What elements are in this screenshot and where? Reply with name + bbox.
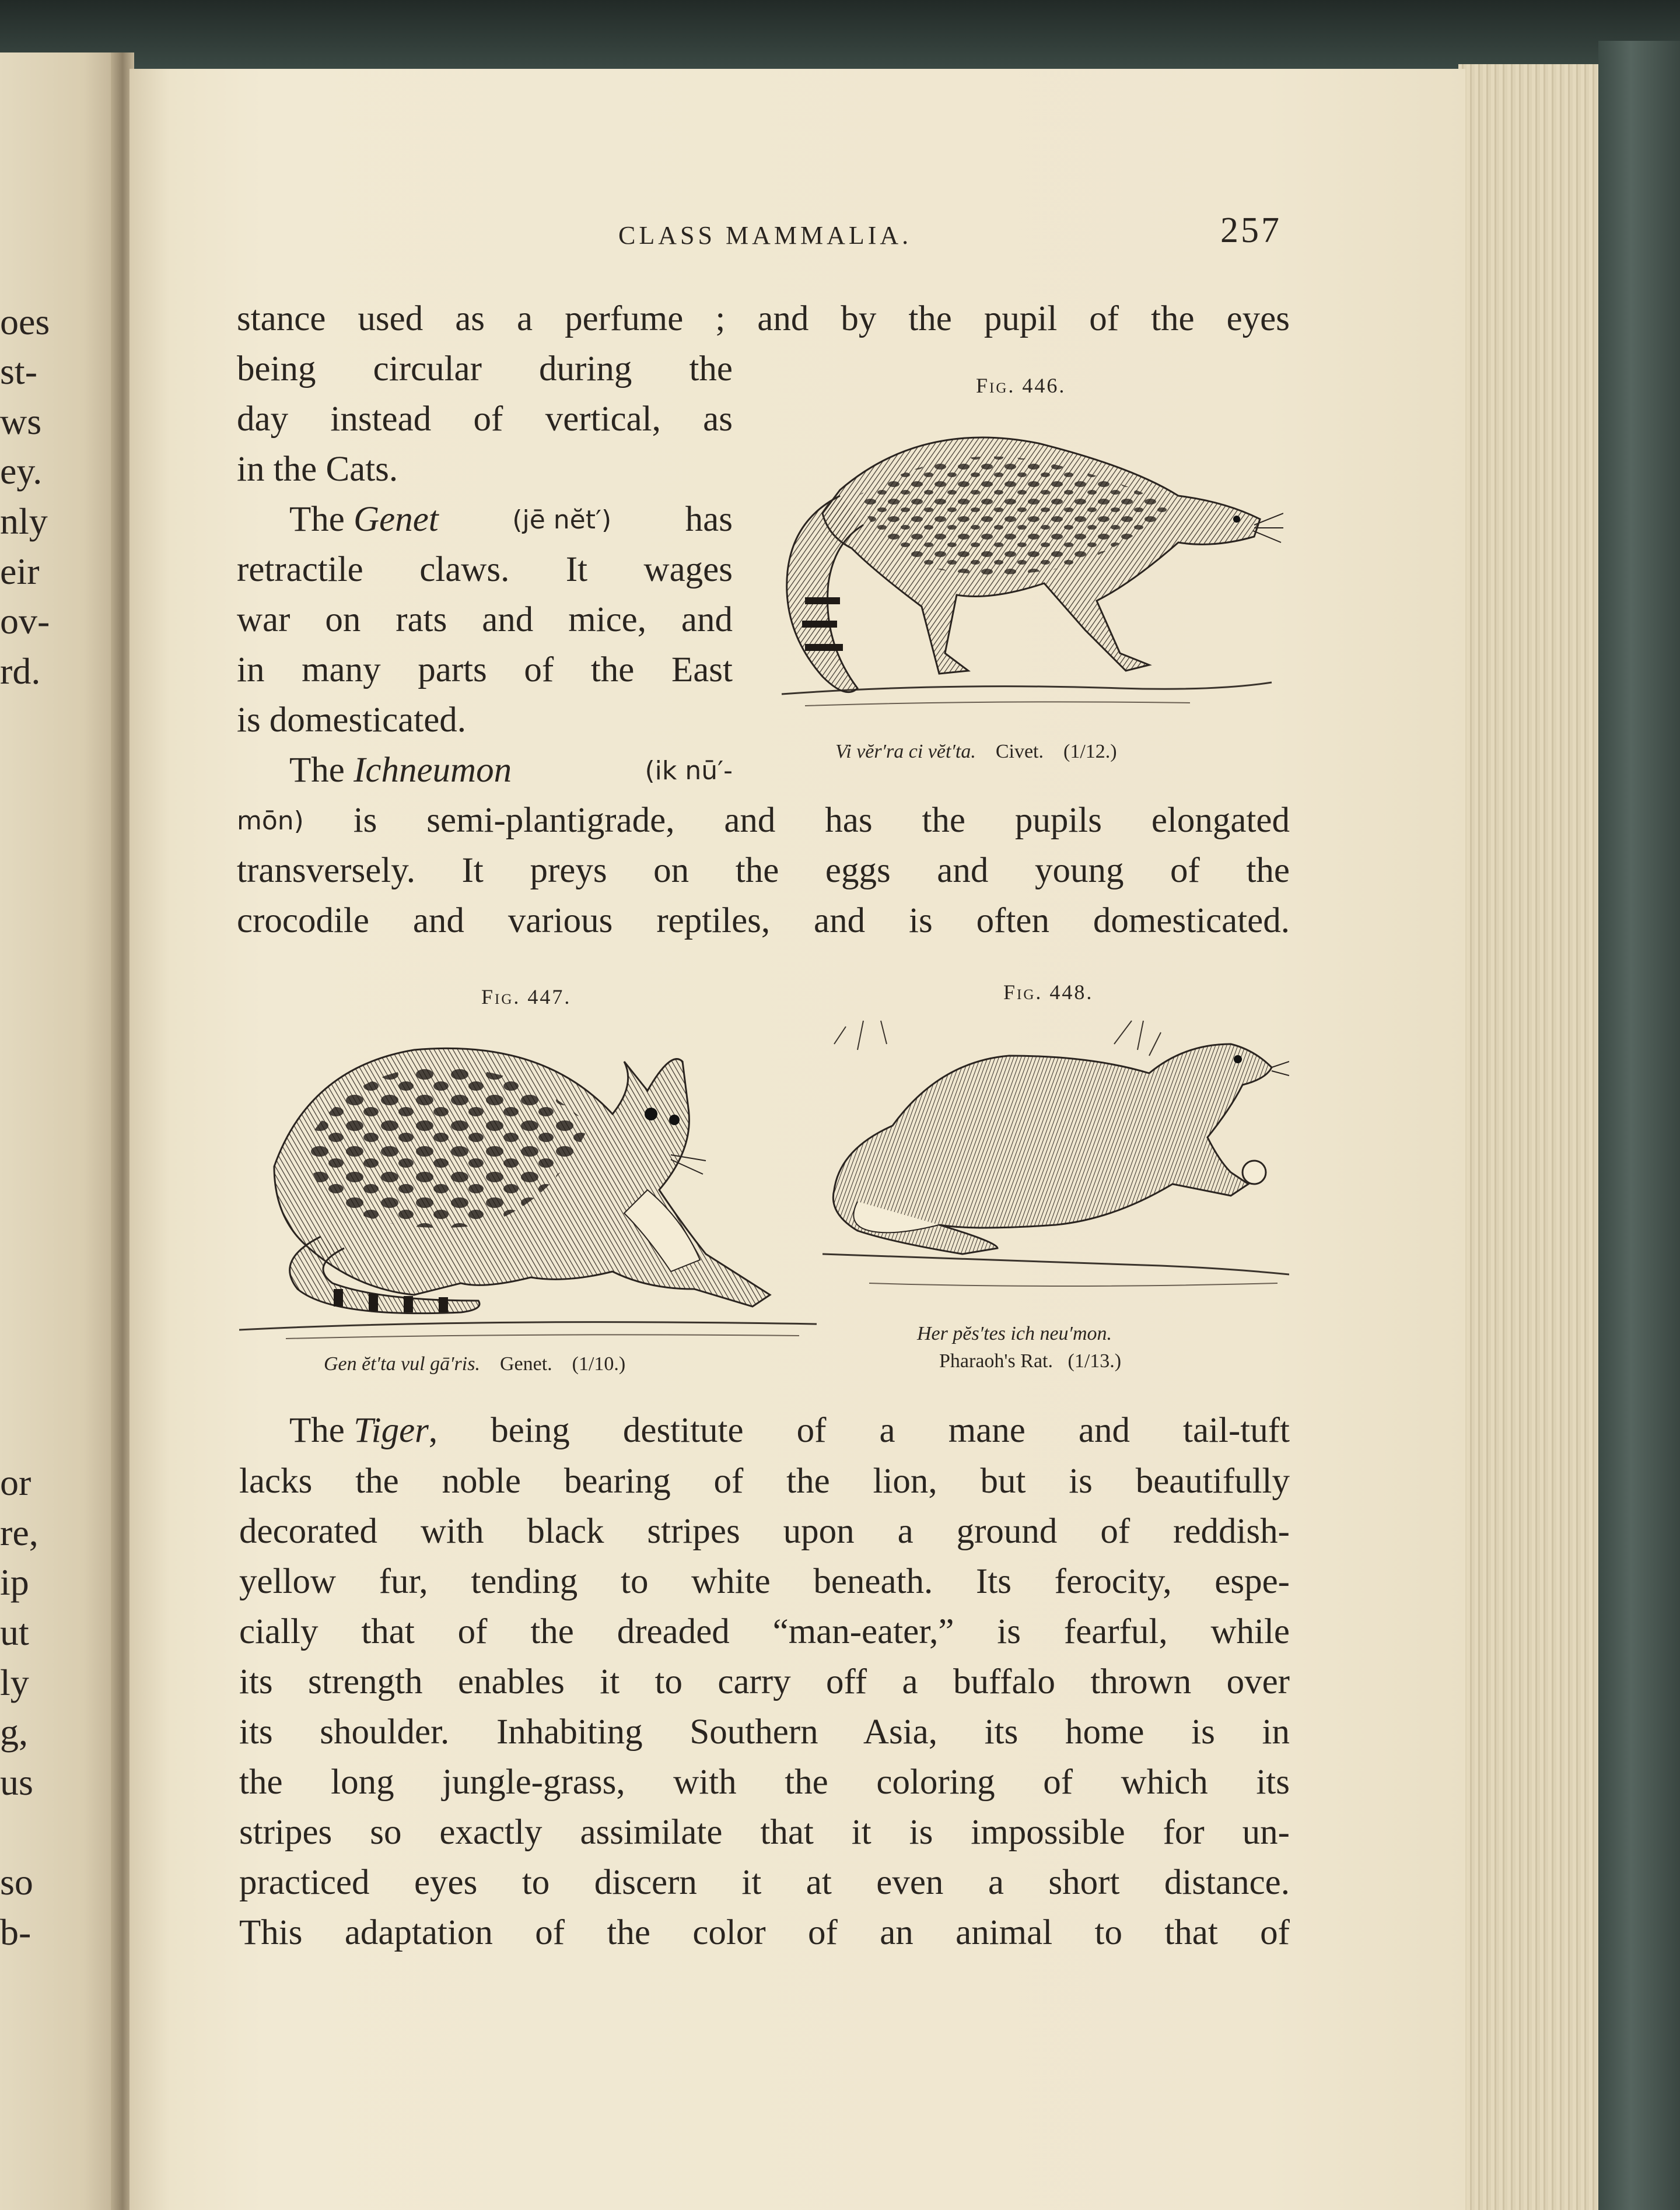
civet-illustration [770, 408, 1283, 723]
book-cover-top [0, 0, 1680, 70]
left-fragment: or [0, 1462, 32, 1503]
figure-label: Fig. 448. [1003, 980, 1094, 1004]
text-line: in the Cats. [237, 450, 398, 489]
tiger-term: Tiger [354, 1411, 429, 1450]
text-line: crocodile and various reptiles, and is often domesticated. [237, 901, 1290, 940]
figure-caption [324, 1353, 625, 1375]
text-span: , being destitute of a mane and tail-tuft [428, 1411, 1290, 1450]
caption-scientific: Her pĕs′tes ich neu′mon. [917, 1323, 1112, 1344]
figure-caption-scientific [917, 1323, 1112, 1345]
left-fragment: ov- [0, 600, 50, 642]
text-line: This adaptation of the color of an animal to that of [239, 1913, 1290, 1952]
text-line [237, 800, 1290, 841]
caption-scale: (1/12.) [1063, 741, 1117, 762]
left-fragment: ly [0, 1662, 29, 1703]
text-span: is semi-plantigrade, and has the pupils elongated [303, 801, 1290, 840]
figure-label: Fig. 446. [976, 374, 1066, 397]
text-line: transversely. It preys on the eggs and young of the [237, 851, 1290, 890]
running-header: CLASS MAMMALIA. [618, 221, 912, 250]
left-fragment: g, [0, 1711, 28, 1753]
text-line: its shoulder. Inhabiting Southern Asia, its home is in [239, 1712, 1290, 1752]
text-span: The [289, 500, 354, 539]
page-number: 257 [1220, 211, 1282, 250]
caption-common: Genet. [499, 1353, 552, 1375]
left-fragment: ey. [0, 450, 43, 492]
left-fragment: so [0, 1861, 33, 1903]
caption-common: Pharaoh's Rat. [939, 1350, 1053, 1372]
text-line: being circular during the [237, 349, 733, 388]
pronunciation: mōn) [237, 805, 304, 836]
text-line: retractile claws. It wages [237, 550, 733, 589]
left-fragment: b- [0, 1911, 32, 1953]
left-fragment: eir [0, 551, 40, 592]
text-line: stripes so exactly assimilate that it is impossible for un- [239, 1813, 1290, 1852]
text-line: yellow fur, tending to white beneath. Its ferocity, espe- [239, 1562, 1290, 1601]
text-line [289, 1410, 1290, 1451]
left-fragment: st- [0, 351, 37, 392]
pronunciation: (jē nĕt′) [512, 505, 612, 535]
left-fragment: re, [0, 1512, 38, 1553]
figure-label: Fig. 447. [481, 985, 572, 1008]
caption-scale: (1/13.) [1068, 1350, 1122, 1372]
left-page-text [0, 0, 117, 2210]
caption-scale: (1/10.) [572, 1353, 626, 1375]
genet-term: Genet [354, 500, 439, 539]
text-line: decorated with black stripes upon a ground of reddish- [239, 1512, 1290, 1551]
text-line: practiced eyes to discern it at even a short distance. [239, 1863, 1290, 1902]
text-span: The [289, 1411, 354, 1450]
text-span: The [289, 751, 354, 790]
text-line [289, 499, 733, 540]
text-line: its strength enables it to carry off a buffalo thrown over [239, 1662, 1290, 1701]
caption-scientific: Gen ĕt′ta vul gā′ris. [324, 1353, 480, 1375]
pronunciation: (ik nū′- [645, 755, 733, 786]
figure-caption [939, 1350, 1121, 1372]
text-line: war on rats and mice, and [237, 600, 733, 639]
text-line: in many parts of the East [237, 650, 733, 689]
text-line [289, 750, 733, 791]
left-fragment: ip [0, 1561, 29, 1603]
text-line: the long jungle-grass, with the coloring of which its [239, 1763, 1290, 1802]
text-line: is domesticated. [237, 701, 467, 740]
caption-common: Civet. [995, 741, 1044, 762]
left-fragment: oes [0, 301, 50, 342]
genet-illustration [239, 1015, 817, 1347]
ichneumon-illustration [822, 1009, 1289, 1312]
text-line: day instead of vertical, as [237, 400, 733, 439]
page-edges [1458, 64, 1598, 2210]
caption-scientific: Vi vĕr′ra ci vĕt′ta. [835, 741, 976, 762]
ichneumon-term: Ichneumon [354, 751, 512, 790]
book-cover-right [1598, 41, 1680, 2210]
left-fragment: rd. [0, 650, 41, 692]
left-fragment: ws [0, 401, 42, 442]
left-fragment: us [0, 1761, 33, 1803]
left-fragment: ut [0, 1612, 29, 1653]
left-fragment: nly [0, 500, 48, 542]
text-line: cially that of the dreaded “man-eater,” is fearful, while [239, 1612, 1290, 1651]
text-line: lacks the noble bearing of the lion, but is beautifully [239, 1462, 1290, 1501]
text-line: stance used as a perfume ; and by the pupil of the eyes [237, 299, 1290, 338]
figure-caption [835, 741, 1117, 763]
text-span: has [685, 500, 733, 539]
